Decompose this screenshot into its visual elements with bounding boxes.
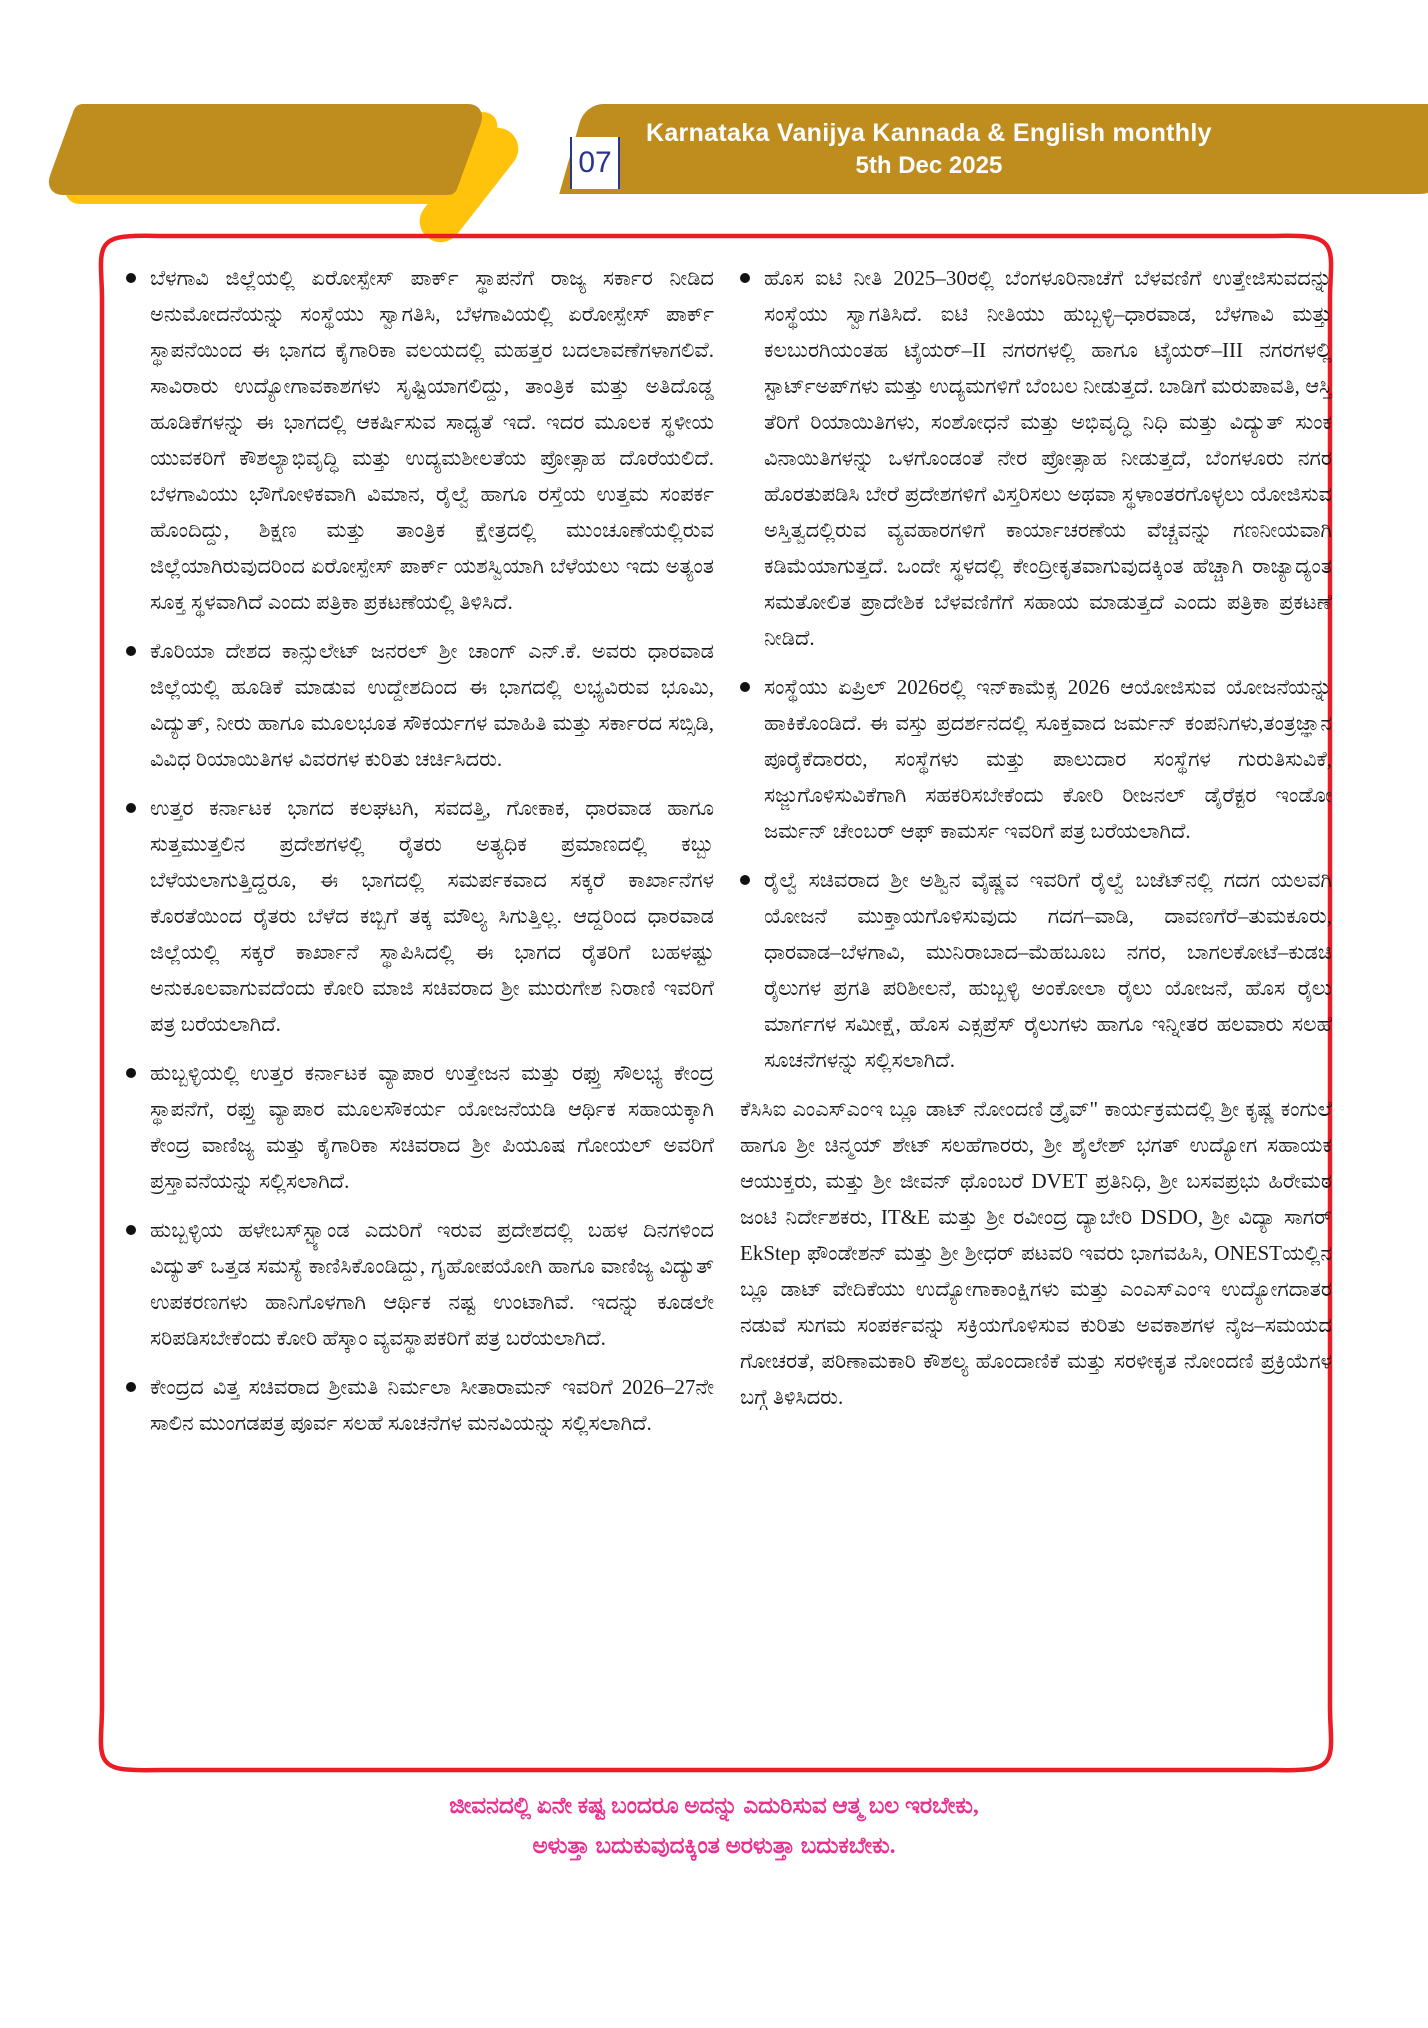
list-item [126,1055,714,1199]
list-item [126,1212,714,1356]
list-item [126,633,714,777]
bullet-icon [740,273,750,283]
publication-title: Karnataka Vanijya Kannada & English monthly [646,118,1212,147]
bullet-icon [126,1068,136,1078]
news-item-text: ಉತ್ತರ ಕರ್ನಾಟಕ ಭಾಗದ ಕಲಘಟಗಿ, ಸವದತ್ತಿ, ಗೋಕಾಕ, ಧಾರವಾಡ ಹಾಗೂ ಸುತ್ತಮುತ್ತಲಿನ ಪ್ರದೇಶಗಳಲ್ಲಿ ರೈತರು ಅತ್ಯಧಿಕ ಪ್ರಮಾಣದಲ್ಲಿ ಕಬ್ಬು ಬೆಳೆಯಲಾಗುತ್ತಿದ್ದರೂ, ಈ ಭಾಗದಲ್ಲಿ ಸಮರ್ಪಕವಾದ ಸಕ್ಕರೆ ಕಾರ್ಖಾನೆಗಳ ಕೊರತೆಯಿಂದ ರೈತರು ಬೆಳೆದ ಕಬ್ಬಿಗೆ ತಕ್ಕ ಮೌಲ್ಯ ಸಿಗುತ್ತಿಲ್ಲ. ಆದ್ದರಿಂದ ಧಾರವಾಡ ಜಿಲ್ಲೆಯಲ್ಲಿ ಸಕ್ಕರೆ ಕಾರ್ಖಾನೆ ಸ್ಥಾಪಿಸಿದಲ್ಲಿ ಈ ಭಾಗದ ರೈತರಿಗೆ ಬಹಳಷ್ಟು ಅನುಕೂಲವಾಗುವದೆಂದು ಕೋರಿ ಮಾಜಿ ಸಚಿವರಾದ ಶ್ರೀ ಮುರುಗೇಶ ನಿರಾಣಿ ಇವರಿಗೆ ಪತ್ರ ಬರೆಯಲಾಗಿದೆ. [150,796,714,1036]
bullet-icon [740,682,750,692]
list-item [126,1369,714,1441]
news-item-text: ಸಂಸ್ಥೆಯು ಏಪ್ರಿಲ್ 2026ರಲ್ಲಿ ಇನ್‌ಕಾಮೆಕ್ಸ 2026 ಆಯೋಜಿಸುವ ಯೋಜನೆಯನ್ನು ಹಾಕಿಕೊಂಡಿದೆ. ಈ ವಸ್ತು ಪ್ರದರ್ಶನದಲ್ಲಿ ಸೂಕ್ತವಾದ ಜರ್ಮನ್ ಕಂಪನಿಗಳು,ತಂತ್ರಜ್ಞಾನ ಪೂರೈಕೆದಾರರು, ಸಂಸ್ಥೆಗಳು ಮತ್ತು ಪಾಲುದಾರ ಸಂಸ್ಥೆಗಳ ಗುರುತಿಸುವಿಕೆ, ಸಜ್ಜುಗೊಳಿಸುವಿಕೆಗಾಗಿ ಸಹಕರಿಸಬೇಕೆಂದು ಕೋರಿ ರೀಜನಲ್ ಡೈರೆಕ್ಟರ ಇಂಡೋ ಜರ್ಮನ್ ಚೇಂಬರ್ ಆಫ್ ಕಾಮರ್ಸ ಇವರಿಗೆ ಪತ್ರ ಬರೆಯಲಾಗಿದೆ. [764,675,1332,843]
news-item-text: ಕೇಂದ್ರದ ವಿತ್ತ ಸಚಿವರಾದ ಶ್ರೀಮತಿ ನಿರ್ಮಲಾ ಸೀತಾರಾಮನ್ ಇವರಿಗೆ 2026–27ನೇ ಸಾಲಿನ ಮುಂಗಡಪತ್ರ ಪೂರ್ವ ಸಲಹೆ ಸೂಚನೆಗಳ ಮನವಿಯನ್ನು ಸಲ್ಲಿಸಲಾಗಿದೆ. [150,1375,714,1435]
page-number: 07 [578,146,612,179]
masthead [556,104,1296,194]
bullet-icon [126,273,136,283]
list-item [126,790,714,1042]
news-item-text: ಕೊರಿಯಾ ದೇಶದ ಕಾನ್ಸುಲೇಟ್ ಜನರಲ್ ಶ್ರೀ ಚಾಂಗ್ ಎನ್.ಕೆ. ಅವರು ಧಾರವಾಡ ಜಿಲ್ಲೆಯಲ್ಲಿ ಹೂಡಿಕೆ ಮಾಡುವ ಉದ್ದೇಶದಿಂದ ಈ ಭಾಗದಲ್ಲಿ ಲಭ್ಯವಿರುವ ಭೂಮಿ, ವಿದ್ಯುತ್, ನೀರು ಹಾಗೂ ಮೂಲಭೂತ ಸೌಕರ್ಯಗಳ ಮಾಹಿತಿ ಮತ್ತು ಸರ್ಕಾರದ ಸಬ್ಸಿಡಿ, ವಿವಿಧ ರಿಯಾಯಿತಿಗಳ ವಿವರಗಳ ಕುರಿತು ಚರ್ಚಿಸಿದರು. [150,639,714,771]
right-column [740,260,1332,1415]
bullet-icon [126,646,136,656]
news-item-text: ಹುಬ್ಬಳ್ಳಿಯಲ್ಲಿ ಉತ್ತರ ಕರ್ನಾಟಕ ವ್ಯಾಪಾರ ಉತ್ತೇಜನ ಮತ್ತು ರಫ್ತು ಸೌಲಭ್ಯ ಕೇಂದ್ರ ಸ್ಥಾಪನೆಗೆ, ರಫ್ತು ವ್ಯಾಪಾರ ಮೂಲಸೌಕರ್ಯ ಯೋಜನೆಯಡಿ ಆರ್ಥಿಕ ಸಹಾಯಕ್ಕಾಗಿ ಕೇಂದ್ರ ವಾಣಿಜ್ಯ ಮತ್ತು ಕೈಗಾರಿಕಾ ಸಚಿವರಾದ ಶ್ರೀ ಪಿಯೂಷ ಗೋಯಲ್ ಅವರಿಗೆ ಪ್ರಸ್ತಾವನೆಯನ್ನು ಸಲ್ಲಿಸಲಾಗಿದೆ. [150,1061,714,1193]
left-column [126,260,714,1454]
bullet-icon [740,875,750,885]
footer-quote [0,1786,1428,1866]
page-number-badge [570,137,620,189]
list-item [740,862,1332,1078]
issue-date: 5th Dec 2025 [855,151,1003,179]
header-gold-left-band [43,104,488,195]
list-item [126,260,714,620]
footer-quote-line-1: ಜೀವನದಲ್ಲಿ ಏನೇ ಕಷ್ಟ ಬಂದರೂ ಅದನ್ನು ಎದುರಿಸುವ ಆತ್ಮ ಬಲ ಇರಬೇಕು, [449,1793,979,1818]
list-item [740,669,1332,849]
closing-paragraph: ಕೆಸಿಸಿಐ ಎಂಎಸ್‌ಎಂಇ ಬ್ಲೂ ಡಾಟ್ ನೋಂದಣಿ ಡ್ರೈವ್" ಕಾರ್ಯಕ್ರಮದಲ್ಲಿ ಶ್ರೀ ಕೃಷ್ಣ ಕಂಗುಲೆ ಹಾಗೂ ಶ್ರೀ ಚಿನ್ಮಯ್ ಶೇಟ್ ಸಲಹೆಗಾರರು, ಶ್ರೀ ಶೈಲೇಶ್ ಭಗತ್ ಉದ್ಯೋಗ ಸಹಾಯಕ ಆಯುಕ್ತರು, ಮತ್ತು ಶ್ರೀ ಜೀವನ್ ಥೊಂಬರೆ DVET ಪ್ರತಿನಿಧಿ, ಶ್ರೀ ಬಸವಪ್ರಭು ಹಿರೇಮಠ ಜಂಟಿ ನಿರ್ದೇಶಕರು, IT&E ಮತ್ತು ಶ್ರೀ ರವೀಂದ್ರ ದ್ಯಾಬೇರಿ DSDO, ಶ್ರೀ ವಿದ್ಯಾ ಸಾಗರ್ EkStep ಫೌಂಡೇಶನ್ ಮತ್ತು ಶ್ರೀ ಶ್ರೀಧರ್ ಪಟವರಿ ಇವರು ಭಾಗವಹಿಸಿ, ONESTಯಲ್ಲಿನ ಬ್ಲೂ ಡಾಟ್ ವೇದಿಕೆಯು ಉದ್ಯೋಗಾಕಾಂಕ್ಷಿಗಳು ಮತ್ತು ಎಂಎಸ್‌ಎಂಇ ಉದ್ಯೋಗದಾತರ ನಡುವೆ ಸುಗಮ ಸಂಪರ್ಕವನ್ನು ಸಕ್ರಿಯಗೊಳಿಸುವ ಕುರಿತು ಅವಕಾಶಗಳ ನೈಜ–ಸಮಯದ ಗೋಚರತೆ, ಪರಿಣಾಮಕಾರಿ ಕೌಶಲ್ಯ ಹೊಂದಾಣಿಕೆ ಮತ್ತು ಸರಳೀಕೃತ ನೋಂದಣಿ ಪ್ರಕ್ರಿಯೆಗಳ ಬಗ್ಗೆ ತಿಳಿಸಿದರು. [740,1097,1332,1409]
news-item-text: ಬೆಳಗಾವಿ ಜಿಲ್ಲೆಯಲ್ಲಿ ಏರೋಸ್ಪೇಸ್ ಪಾರ್ಕ್ ಸ್ಥಾಪನೆಗೆ ರಾಜ್ಯ ಸರ್ಕಾರ ನೀಡಿದ ಅನುಮೋದನೆಯನ್ನು ಸಂಸ್ಥೆಯು ಸ್ವಾಗತಿಸಿ, ಬೆಳಗಾವಿಯಲ್ಲಿ ಏರೋಸ್ಪೇಸ್ ಪಾರ್ಕ್ ಸ್ಥಾಪನೆಯಿಂದ ಈ ಭಾಗದ ಕೈಗಾರಿಕಾ ವಲಯದಲ್ಲಿ ಮಹತ್ತರ ಬದಲಾವಣೆಗಳಾಗಲಿವೆ. ಸಾವಿರಾರು ಉದ್ಯೋಗಾವಕಾಶಗಳು ಸೃಷ್ಟಿಯಾಗಲಿದ್ದು, ತಾಂತ್ರಿಕ ಮತ್ತು ಅತಿದೊಡ್ಡ ಹೂಡಿಕೆಗಳನ್ನು ಈ ಭಾಗದಲ್ಲಿ ಆಕರ್ಷಿಸುವ ಸಾಧ್ಯತೆ ಇದೆ. ಇದರ ಮೂಲಕ ಸ್ಥಳೀಯ ಯುವಕರಿಗೆ ಕೌಶಲ್ಯಾಭಿವೃದ್ಧಿ ಮತ್ತು ಉದ್ಯಮಶೀಲತೆಯ ಪ್ರೋತ್ಸಾಹ ದೊರೆಯಲಿದೆ. ಬೆಳಗಾವಿಯು ಭೌಗೋಳಿಕವಾಗಿ ವಿಮಾನ, ರೈಲ್ವೆ ಹಾಗೂ ರಸ್ತೆಯ ಉತ್ತಮ ಸಂಪರ್ಕ ಹೊಂದಿದ್ದು, ಶಿಕ್ಷಣ ಮತ್ತು ತಾಂತ್ರಿಕ ಕ್ಷೇತ್ರದಲ್ಲಿ ಮುಂಚೂಣೆಯಲ್ಲಿರುವ ಜಿಲ್ಲೆಯಾಗಿರುವುದರಿಂದ ಏರೋಸ್ಪೇಸ್ ಪಾರ್ಕ್ ಯಶಸ್ವಿಯಾಗಿ ಬೆಳೆಯಲು ಇದು ಅತ್ಯಂತ ಸೂಕ್ತ ಸ್ಥಳವಾಗಿದೆ ಎಂದು ಪತ್ರಿಕಾ ಪ್ರಕಟಣೆಯಲ್ಲಿ ತಿಳಿಸಿದೆ. [150,266,714,614]
news-item-text: ರೈಲ್ವೆ ಸಚಿವರಾದ ಶ್ರೀ ಅಶ್ವಿನ ವೈಷ್ಣವ ಇವರಿಗೆ ರೈಲ್ವೆ ಬಜೆಟ್‌ನಲ್ಲಿ ಗದಗ ಯಲವಗಿ ಯೋಜನೆ ಮುಕ್ತಾಯಗೊಳಿಸುವುದು ಗದಗ–ವಾಡಿ, ದಾವಣಗೆರೆ–ತುಮಕೂರು, ಧಾರವಾಡ–ಬೆಳಗಾವಿ, ಮುನಿರಾಬಾದ–ಮೆಹಬೂಬ ನಗರ, ಬಾಗಲಕೋಟೆ–ಕುಡಚಿ ರೈಲುಗಳ ಪ್ರಗತಿ ಪರಿಶೀಲನೆ, ಹುಬ್ಬಳ್ಳಿ ಅಂಕೋಲಾ ರೈಲು ಯೋಜನೆ, ಹೊಸ ರೈಲು ಮಾರ್ಗಗಳ ಸಮೀಕ್ಷೆ, ಹೊಸ ಎಕ್ಸಪ್ರೆಸ್ ರೈಲುಗಳು ಹಾಗೂ ಇನ್ನೀತರ ಹಲವಾರು ಸಲಹೆ ಸೂಚನೆಗಳನ್ನು ಸಲ್ಲಿಸಲಾಗಿದೆ. [764,868,1332,1072]
footer-quote-line-2: ಅಳುತ್ತಾ ಬದುಕುವುದಕ್ಕಿಂತ ಅರಳುತ್ತಾ ಬದುಕಬೇಕು. [532,1833,896,1858]
bullet-icon [126,803,136,813]
news-item-text: ಹೊಸ ಐಟಿ ನೀತಿ 2025–30ರಲ್ಲಿ ಬೆಂಗಳೂರಿನಾಚೆಗೆ ಬೆಳವಣಿಗೆ ಉತ್ತೇಜಿಸುವದನ್ನು ಸಂಸ್ಥೆಯು ಸ್ವಾಗತಿಸಿದೆ. ಐಟಿ ನೀತಿಯು ಹುಬ್ಬಳ್ಳಿ–ಧಾರವಾಡ, ಬೆಳಗಾವಿ ಮತ್ತು ಕಲಬುರಗಿಯಂತಹ ಟೈಯರ್–II ನಗರಗಳಲ್ಲಿ ಹಾಗೂ ಟೈಯರ್–III ನಗರಗಳಲ್ಲಿ ಸ್ಟಾರ್ಟ್‌ಅಪ್‌ಗಳು ಮತ್ತು ಉದ್ಯಮಗಳಿಗೆ ಬೆಂಬಲ ನೀಡುತ್ತದೆ. ಬಾಡಿಗೆ ಮರುಪಾವತಿ, ಆಸ್ತಿ ತೆರಿಗೆ ರಿಯಾಯಿತಿಗಳು, ಸಂಶೋಧನೆ ಮತ್ತು ಅಭಿವೃದ್ಧಿ ನಿಧಿ ಮತ್ತು ವಿದ್ಯುತ್ ಸುಂಕ ವಿನಾಯಿತಿಗಳನ್ನು ಒಳಗೊಂಡಂತೆ ನೇರ ಪ್ರೋತ್ಸಾಹ ನೀಡುತ್ತದೆ, ಬೆಂಗಳೂರು ನಗರ ಹೊರತುಪಡಿಸಿ ಬೇರೆ ಪ್ರದೇಶಗಳಿಗೆ ವಿಸ್ತರಿಸಲು ಅಥವಾ ಸ್ಥಳಾಂತರಗೊಳ್ಳಲು ಯೋಜಿಸುವ ಅಸ್ತಿತ್ವದಲ್ಲಿರುವ ವ್ಯವಹಾರಗಳಿಗೆ ಕಾರ್ಯಾಚರಣೆಯ ವೆಚ್ಚವನ್ನು ಗಣನೀಯವಾಗಿ ಕಡಿಮೆಯಾಗುತ್ತದೆ. ಒಂದೇ ಸ್ಥಳದಲ್ಲಿ ಕೇಂದ್ರೀಕೃತವಾಗುವುದಕ್ಕಿಂತ ಹೆಚ್ಚಾಗಿ ರಾಜ್ಯಾದ್ಯಂತ ಸಮತೋಲಿತ ಪ್ರಾದೇಶಿಕ ಬೆಳವಣಿಗೆಗೆ ಸಹಾಯ ಮಾಡುತ್ತದೆ ಎಂದು ಪತ್ರಿಕಾ ಪ್ರಕಟಣೆ ನೀಡಿದೆ. [764,266,1332,650]
bullet-icon [126,1225,136,1235]
news-item-text: ಹುಬ್ಬಳ್ಳಿಯ ಹಳೇಬಸ್‌ಸ್ಟ್ಯಾಂಡ ಎದುರಿಗೆ ಇರುವ ಪ್ರದೇಶದಲ್ಲಿ ಬಹಳ ದಿನಗಳಿಂದ ವಿದ್ಯುತ್ ಒತ್ತಡ ಸಮಸ್ಯೆ ಕಾಣಿಸಿಕೊಂಡಿದ್ದು, ಗೃಹೋಪಯೋಗಿ ಹಾಗೂ ವಾಣಿಜ್ಯ ವಿದ್ಯುತ್ ಉಪಕರಣಗಳು ಹಾನಿಗೊಳಗಾಗಿ ಆರ್ಥಿಕ ನಷ್ಟ ಉಂಟಾಗಿವೆ. ಇದನ್ನು ಕೂಡಲೇ ಸರಿಪಡಿಸಬೇಕೆಂದು ಕೋರಿ ಹೆಸ್ಕಾಂ ವ್ಯವಸ್ಥಾಪಕರಿಗೆ ಪತ್ರ ಬರೆಯಲಾಗಿದೆ. [150,1218,714,1350]
list-item [740,260,1332,656]
bullet-icon [126,1382,136,1392]
